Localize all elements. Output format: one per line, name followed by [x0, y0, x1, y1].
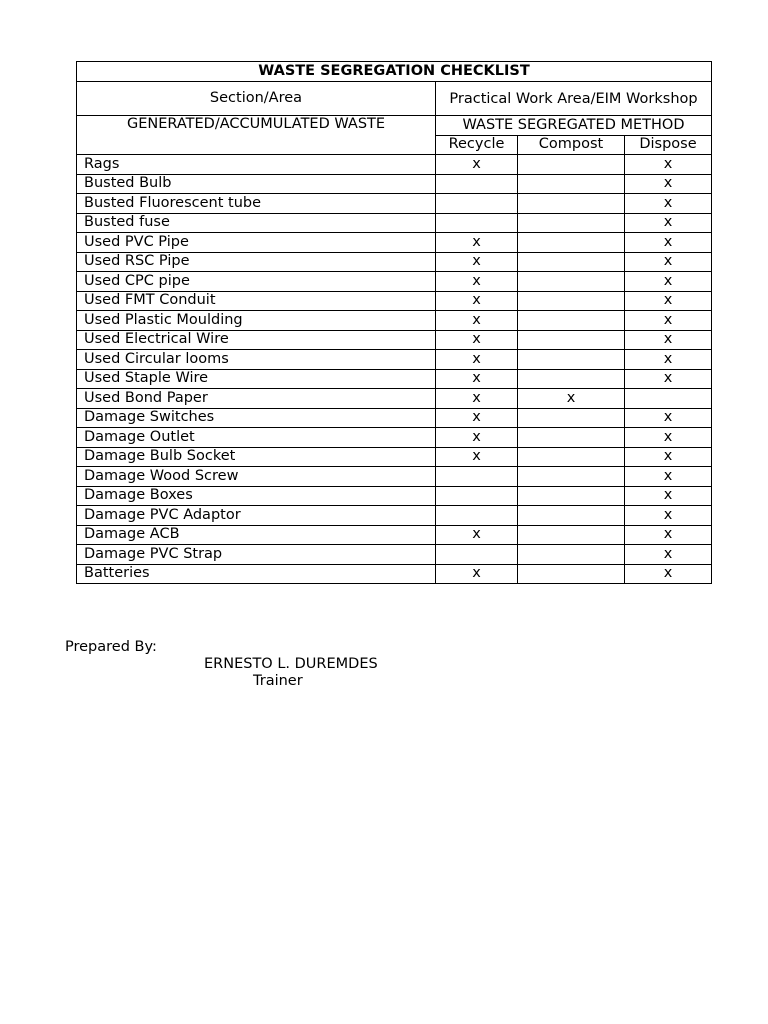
compost-mark-cell: x — [518, 389, 625, 409]
compost-mark-cell — [518, 564, 625, 584]
dispose-mark-cell: x — [625, 486, 712, 506]
dispose-mark-cell: x — [625, 467, 712, 487]
recycle-mark-cell — [436, 486, 518, 506]
recycle-mark-cell: x — [436, 350, 518, 370]
compost-mark-cell — [518, 233, 625, 253]
section-value: Practical Work Area/EIM Workshop — [436, 82, 712, 116]
compost-mark-cell — [518, 174, 625, 194]
compost-mark-cell — [518, 252, 625, 272]
table-row — [77, 174, 712, 194]
table-row — [77, 311, 712, 331]
waste-item-cell: Used Staple Wire — [77, 369, 436, 389]
waste-item-cell: Batteries — [77, 564, 436, 584]
waste-item-cell: Damage PVC Adaptor — [77, 506, 436, 526]
waste-item-cell: Busted Fluorescent tube — [77, 194, 436, 214]
table-row — [77, 428, 712, 448]
table-row — [77, 447, 712, 467]
waste-item-cell: Used FMT Conduit — [77, 291, 436, 311]
dispose-mark-cell: x — [625, 525, 712, 545]
recycle-mark-cell: x — [436, 233, 518, 253]
table-row — [77, 233, 712, 253]
recycle-mark-cell — [436, 467, 518, 487]
table-row — [77, 330, 712, 350]
dispose-mark-cell: x — [625, 311, 712, 331]
section-label: Section/Area — [77, 82, 436, 116]
table-row — [77, 467, 712, 487]
waste-item-cell: Used RSC Pipe — [77, 252, 436, 272]
preparer-role: Trainer — [253, 673, 303, 689]
waste-item-cell: Busted Bulb — [77, 174, 436, 194]
recycle-mark-cell: x — [436, 564, 518, 584]
dispose-mark-cell: x — [625, 428, 712, 448]
recycle-mark-cell — [436, 545, 518, 565]
table-row — [77, 506, 712, 526]
dispose-mark-cell: x — [625, 194, 712, 214]
waste-item-cell: Damage Wood Screw — [77, 467, 436, 487]
method-column-header: WASTE SEGREGATED METHOD — [436, 116, 712, 136]
dispose-column-header: Dispose — [625, 135, 712, 155]
waste-item-cell: Damage Boxes — [77, 486, 436, 506]
header-row — [77, 116, 712, 136]
waste-item-cell: Used Plastic Moulding — [77, 311, 436, 331]
compost-mark-cell — [518, 330, 625, 350]
compost-mark-cell — [518, 525, 625, 545]
waste-item-cell: Damage ACB — [77, 525, 436, 545]
title-row — [77, 62, 712, 82]
recycle-mark-cell: x — [436, 408, 518, 428]
compost-mark-cell — [518, 369, 625, 389]
waste-column-header: GENERATED/ACCUMULATED WASTE — [77, 116, 436, 155]
dispose-mark-cell — [625, 389, 712, 409]
waste-item-cell: Damage Outlet — [77, 428, 436, 448]
compost-mark-cell — [518, 467, 625, 487]
recycle-mark-cell: x — [436, 369, 518, 389]
recycle-mark-cell: x — [436, 525, 518, 545]
waste-item-cell: Rags — [77, 155, 436, 175]
table-row — [77, 272, 712, 292]
dispose-mark-cell: x — [625, 233, 712, 253]
compost-mark-cell — [518, 213, 625, 233]
dispose-mark-cell: x — [625, 369, 712, 389]
dispose-mark-cell: x — [625, 174, 712, 194]
dispose-mark-cell: x — [625, 272, 712, 292]
table-row — [77, 564, 712, 584]
waste-item-cell: Damage PVC Strap — [77, 545, 436, 565]
compost-mark-cell — [518, 272, 625, 292]
table-row — [77, 545, 712, 565]
table-body — [77, 62, 712, 584]
recycle-mark-cell: x — [436, 330, 518, 350]
table-row — [77, 486, 712, 506]
dispose-mark-cell: x — [625, 252, 712, 272]
compost-column-header: Compost — [518, 135, 625, 155]
compost-mark-cell — [518, 447, 625, 467]
recycle-mark-cell — [436, 174, 518, 194]
table-row — [77, 252, 712, 272]
waste-item-cell: Busted fuse — [77, 213, 436, 233]
recycle-mark-cell: x — [436, 272, 518, 292]
compost-mark-cell — [518, 194, 625, 214]
waste-item-cell: Damage Switches — [77, 408, 436, 428]
waste-segregation-table — [76, 61, 712, 584]
dispose-mark-cell: x — [625, 291, 712, 311]
recycle-mark-cell: x — [436, 447, 518, 467]
recycle-mark-cell: x — [436, 252, 518, 272]
table-row — [77, 155, 712, 175]
table-row — [77, 350, 712, 370]
dispose-mark-cell: x — [625, 564, 712, 584]
dispose-mark-cell: x — [625, 408, 712, 428]
compost-mark-cell — [518, 350, 625, 370]
dispose-mark-cell: x — [625, 447, 712, 467]
recycle-mark-cell: x — [436, 291, 518, 311]
recycle-column-header: Recycle — [436, 135, 518, 155]
recycle-mark-cell: x — [436, 389, 518, 409]
compost-mark-cell — [518, 408, 625, 428]
recycle-mark-cell: x — [436, 428, 518, 448]
compost-mark-cell — [518, 506, 625, 526]
waste-item-cell: Used PVC Pipe — [77, 233, 436, 253]
compost-mark-cell — [518, 545, 625, 565]
compost-mark-cell — [518, 428, 625, 448]
table-row — [77, 194, 712, 214]
table-row — [77, 408, 712, 428]
table-row — [77, 369, 712, 389]
dispose-mark-cell: x — [625, 506, 712, 526]
dispose-mark-cell: x — [625, 213, 712, 233]
table-row — [77, 213, 712, 233]
waste-item-cell: Used Circular looms — [77, 350, 436, 370]
table-row — [77, 525, 712, 545]
recycle-mark-cell — [436, 506, 518, 526]
compost-mark-cell — [518, 311, 625, 331]
recycle-mark-cell — [436, 194, 518, 214]
recycle-mark-cell — [436, 213, 518, 233]
waste-item-cell: Damage Bulb Socket — [77, 447, 436, 467]
dispose-mark-cell: x — [625, 545, 712, 565]
table-title: WASTE SEGREGATION CHECKLIST — [77, 62, 712, 82]
compost-mark-cell — [518, 486, 625, 506]
dispose-mark-cell: x — [625, 155, 712, 175]
recycle-mark-cell: x — [436, 155, 518, 175]
table-row — [77, 389, 712, 409]
prepared-by-label: Prepared By: — [65, 639, 157, 655]
compost-mark-cell — [518, 291, 625, 311]
table-row — [77, 291, 712, 311]
compost-mark-cell — [518, 155, 625, 175]
preparer-name: ERNESTO L. DUREMDES — [204, 656, 378, 672]
waste-item-cell: Used Bond Paper — [77, 389, 436, 409]
section-row — [77, 82, 712, 116]
recycle-mark-cell: x — [436, 311, 518, 331]
waste-item-cell: Used CPC pipe — [77, 272, 436, 292]
dispose-mark-cell: x — [625, 330, 712, 350]
waste-item-cell: Used Electrical Wire — [77, 330, 436, 350]
dispose-mark-cell: x — [625, 350, 712, 370]
